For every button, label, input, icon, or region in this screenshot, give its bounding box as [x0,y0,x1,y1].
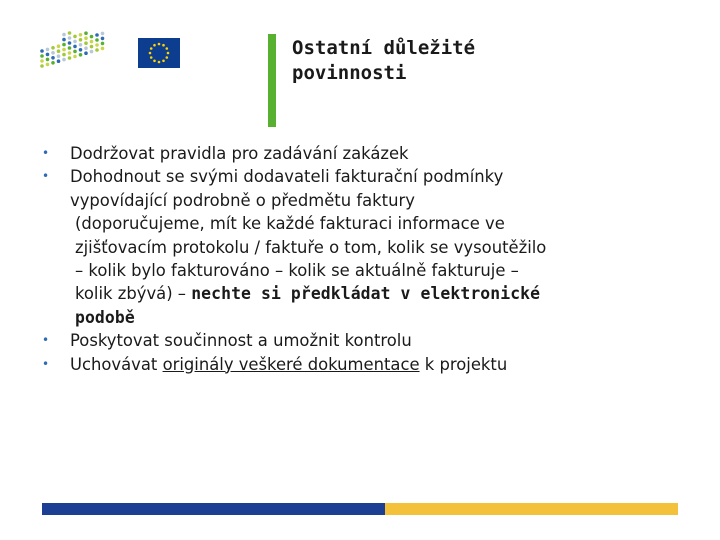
title-line-2: povinnosti [292,62,407,84]
logo-dot [84,46,88,50]
eu-star [165,56,168,59]
documentation-link[interactable]: originály veškeré dokumentace [162,354,420,374]
item-text-plain: k projektu [419,354,508,374]
logo-dot [40,59,44,63]
logo-dot [57,49,61,53]
logo-dot [62,58,66,62]
eu-star [165,47,168,50]
logo-dot [68,56,72,60]
title-accent-bar [268,34,276,127]
list-item [42,142,682,165]
logo-dot [73,40,77,44]
logo-dot [46,48,50,52]
bullet-dot: • [42,146,50,160]
eu-star [158,61,161,64]
logo-dot [95,48,99,52]
footer-gold-segment [385,503,678,515]
eu-star [162,59,165,62]
logo-dot [62,33,66,37]
item-text: Poskytovat součinnost a umožnit kontrolu [70,331,412,351]
logo-dot [79,43,83,47]
title-line-1: Ostatní důležité [292,37,476,59]
item-text: Dohodnout se svými dodavateli fakturační podmínky [70,167,504,187]
logo-dot [84,36,88,40]
logo-dot [51,56,55,60]
logo-dot [57,44,61,48]
logo-dot [90,35,94,39]
logo-dot [68,46,72,50]
logo-dot [51,46,55,50]
item-text: – kolik bylo fakturováno – kolik se aktuálně fakturuje – [75,261,519,281]
logo-dot [62,53,66,57]
eu-star [153,59,156,62]
eu-star [167,52,170,55]
logo-dot [73,50,77,54]
item-text-plain: kolik zbývá) – [75,284,192,304]
logo-dot [84,31,88,35]
eu-star [149,52,152,55]
logo-dot [101,47,105,51]
item-text-emphasis: nechte si předkládat v elektronické [191,284,541,304]
logo-dot [79,38,83,42]
logo-dot [68,36,72,40]
list-item [42,165,682,329]
program-logo-icon [38,30,110,72]
eu-star [153,44,156,47]
logo-dot [62,43,66,47]
page-title [292,36,692,86]
logo-dot [40,54,44,58]
eu-star [162,44,165,47]
logo-dot [84,41,88,45]
eu-star [150,56,153,59]
logo-dot [95,33,99,37]
logo-dot [62,38,66,42]
logo-dot [57,59,61,63]
bullet-list [42,142,682,376]
logo-dot [95,38,99,42]
logo-dot [101,32,105,36]
footer-blue-segment [42,503,385,515]
logo-dot [51,61,55,65]
logo-dot [84,51,88,55]
bullet-dot: • [42,169,50,184]
logo-dot [95,43,99,47]
logo-dot [79,48,83,52]
item-text: zjišťovacím protokolu / faktuře o tom, kolik se vysoutěžilo [75,237,547,257]
item-text [70,353,682,376]
logo-dot [101,42,105,46]
logo-dot [68,41,72,45]
logo-dot [40,64,44,68]
logo-dot [46,58,50,62]
logo-dot [90,50,94,54]
logo-dot [51,51,55,55]
logo-dot [57,54,61,58]
eu-star [158,43,161,46]
item-text-emphasis: podobě [75,307,135,327]
item-text: vypovídající podrobně o předmětu faktury [70,190,415,210]
logo-dot [46,53,50,57]
logo-dot [90,40,94,44]
list-item [42,329,682,352]
logo-dot [73,45,77,49]
list-item [42,353,682,376]
logo-dot [62,48,66,52]
logo-dot [79,33,83,37]
item-text: Dodržovat pravidla pro zadávání zakázek [70,144,409,163]
bullet-dot: • [42,356,50,371]
eu-flag-icon [138,38,180,68]
logo-dot [40,49,44,53]
bullet-dot: • [42,333,50,348]
logo-dot [46,63,50,67]
footer-strip [42,503,678,515]
item-text-plain: Uchovávat [70,354,163,374]
eu-star [150,47,153,50]
item-text [70,282,682,305]
logo-dot [68,31,72,35]
logo-dot [90,45,94,49]
item-text: (doporučujeme, mít ke každé fakturaci informace ve [75,214,505,234]
logo-dot [73,55,77,59]
logo-dot [79,53,83,57]
logo-dot [101,37,105,41]
logo-dot [68,51,72,55]
logo-dot [73,35,77,39]
